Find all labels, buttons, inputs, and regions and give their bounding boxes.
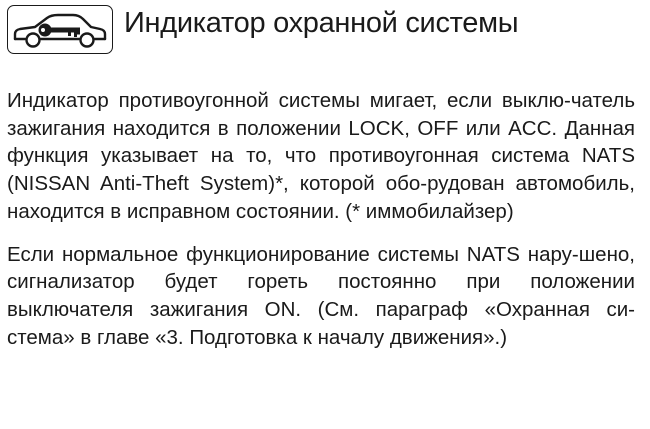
car-security-indicator-icon (7, 5, 113, 54)
section-header (0, 0, 650, 60)
paragraph-nats-malfunction: Если нормальное функционирование системы NATS нару-шено, сигнализатор будет гореть постоянно при положении выключателя зажигания ON. (См. параграф «Охранная си-стема» в главе «3. Подготовка к началу движения».) (7, 242, 635, 349)
body-text (7, 87, 635, 351)
paragraph-immobilizer-blinking: Индикатор противоугонной системы мигает, если выклю-чатель зажигания находится в положении LOCK, OFF или ACC. Данная функция указывает на то, что противоугонная система NATS (NISSAN Anti-Theft System)*, которой обо-рудован автомобиль, находится в исправном состоянии. (* иммобилайзер) (7, 89, 635, 223)
section-title: Индикатор охранной системы (124, 7, 519, 39)
